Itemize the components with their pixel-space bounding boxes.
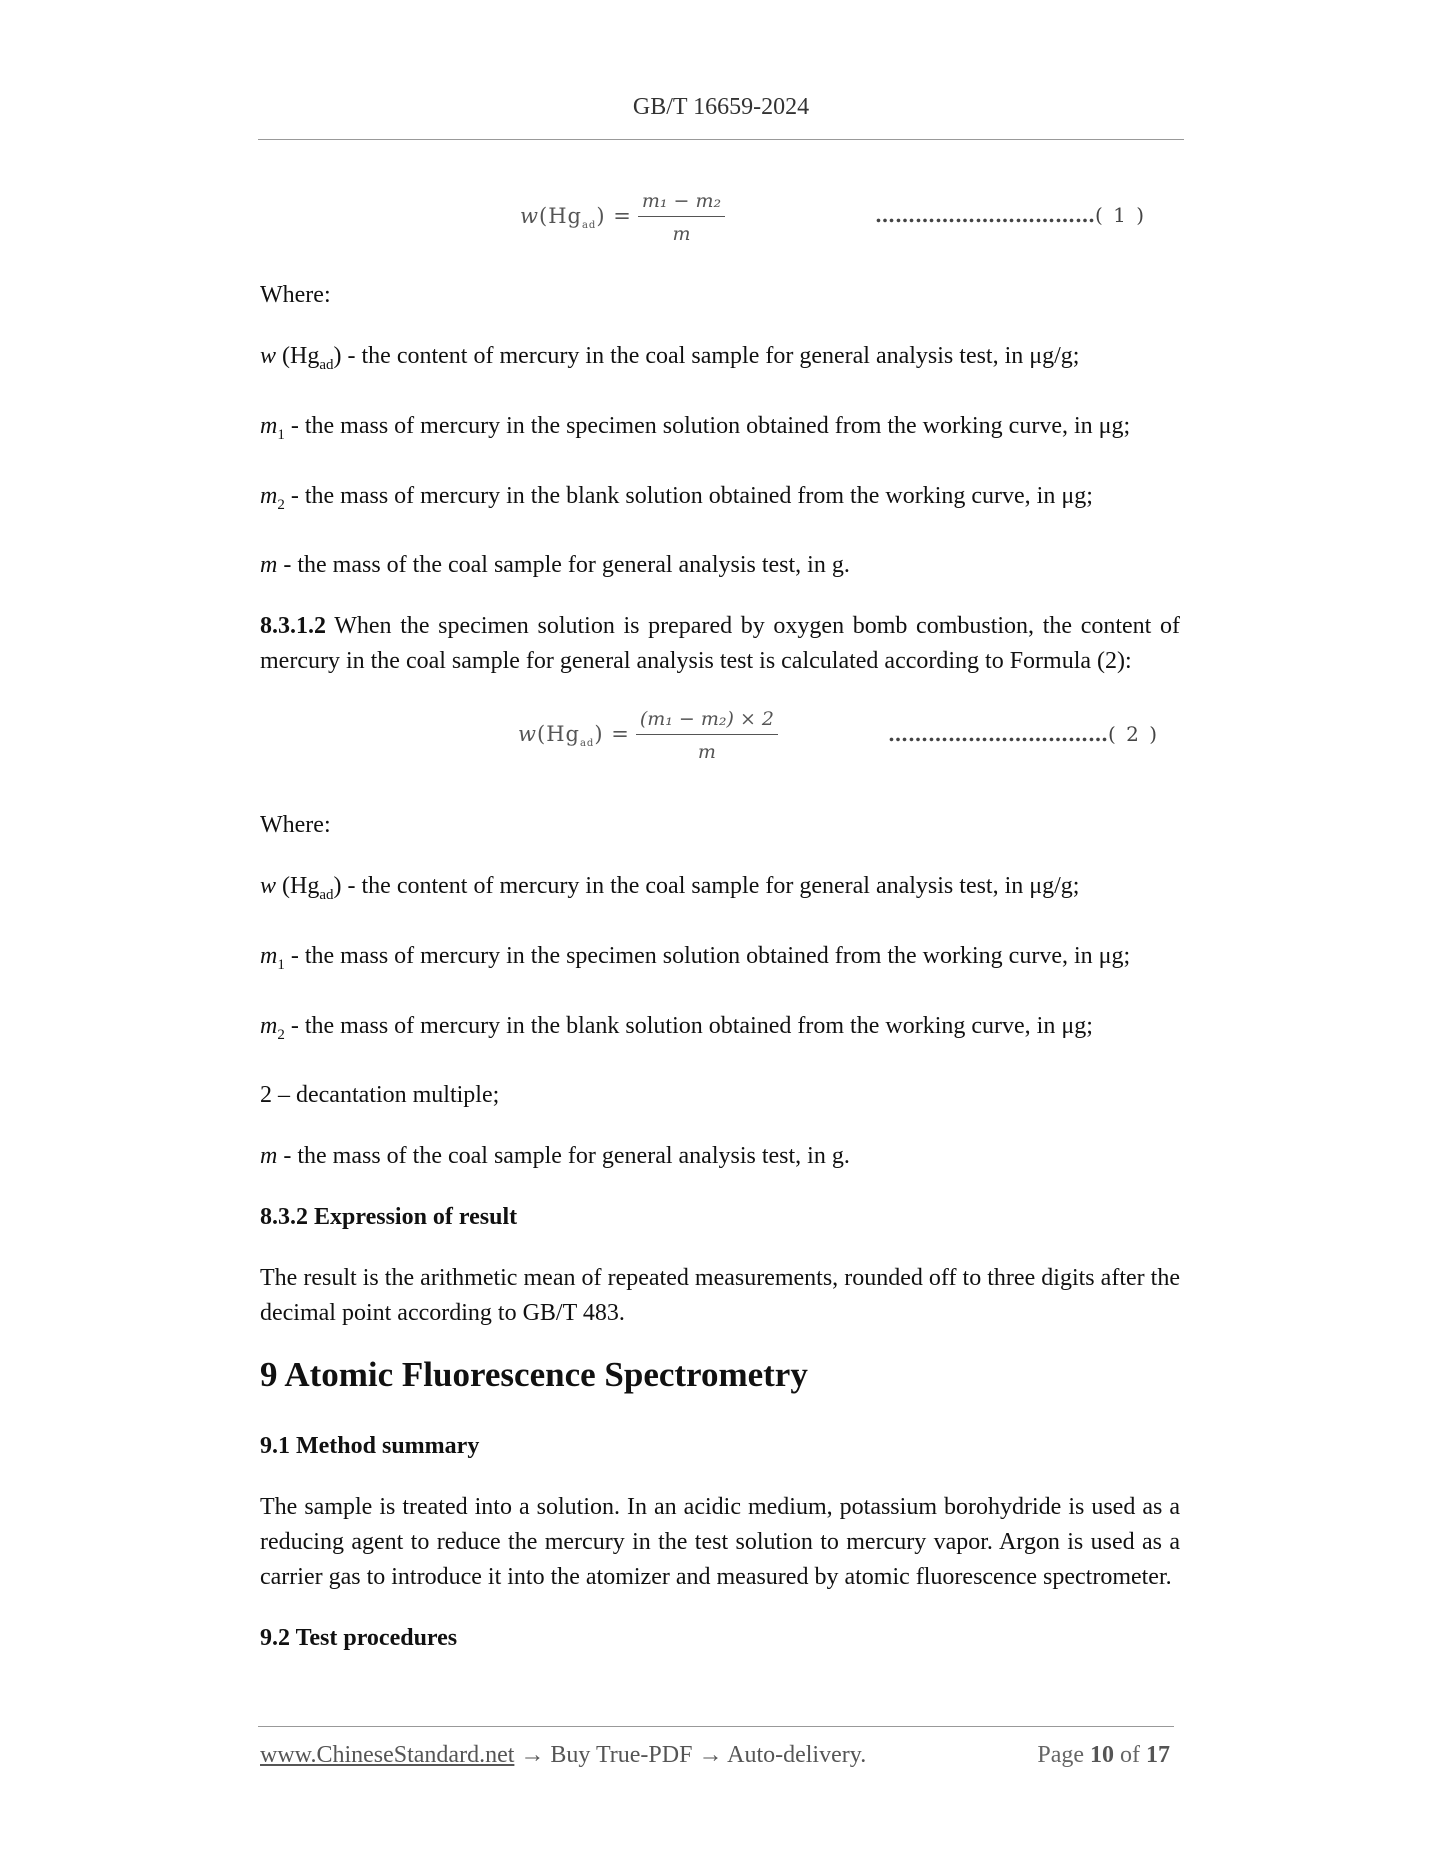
footer-divider (258, 1726, 1174, 1727)
formula-2-numerator: (m₁ − m₂) × 2 (636, 708, 778, 735)
clause-8-3-2-heading: 8.3.2 Expression of result (260, 1204, 518, 1231)
site-link[interactable]: www.ChineseStandard.net (260, 1742, 515, 1768)
formula-1 (520, 190, 725, 245)
definition-2: 2 – decantation multiple; (260, 1082, 500, 1109)
section-9-1-text: The sample is treated into a solution. In an acidic medium, potassium borohydride is used as a reducing agent to reduce the mercury in the test solution to mercury vapor. Argon is used as a carrier gas to introduce it into the atomizer and measured by atomic fluorescence spectrometer. (260, 1494, 1180, 1590)
where-label: Where: (260, 812, 331, 838)
formula-2-denominator: m (697, 741, 716, 763)
total-pages: 17 (1146, 1742, 1170, 1768)
definition-m: m - the mass of the coal sample for general analysis test, in g. (260, 552, 850, 579)
definition-w: w $(Hg_{ad})$ - the content of mercury in the coal sample for general analysis test, in μg/g; (260, 343, 1080, 373)
section-9 (260, 1355, 1180, 1656)
definition-m2: $m_2$ - the mass of mercury in the blank solution obtained from the working curve, in μg; (260, 1012, 1093, 1043)
section-9-1-heading: 9.1 Method summary (260, 1433, 480, 1459)
current-page: 10 (1090, 1742, 1114, 1768)
clause-8-3-1-2: 8.3.1.2 When the specimen solution is prepared by oxygen bomb combustion, the content of mercury in the coal sample for general analysis test is calculated according to Formula (2): (260, 613, 1180, 675)
footer-promo: www.ChineseStandard.net → Buy True-PDF → Auto-delivery. (260, 1742, 867, 1768)
section-9-2-heading: 9.2 Test procedures (260, 1625, 458, 1651)
definition-m1: $m_1$ - the mass of mercury in the specimen solution obtained from the working curve, in μg; (260, 412, 1131, 443)
clause-8-3-2-text: The result is the arithmetic mean of repeated measurements, rounded off to three digits after the decimal point according to GB/T 483. (260, 1265, 1180, 1327)
formula-2-lhs: $w(Hg_{ad})$ = (518, 721, 630, 750)
formula-2-number: ……………………………( 2 ) (888, 722, 1160, 746)
header-divider (258, 139, 1184, 140)
formula-1-number: ……………………………( 1 ) (875, 203, 1147, 227)
formula-1-lhs: $w(Hg_{ad})$ = (520, 203, 632, 232)
formula-1-fraction (638, 190, 725, 245)
formula-1-denominator: m (672, 223, 691, 245)
page-header: GB/T 16659-2024 (632, 94, 810, 120)
section-9-heading: 9 Atomic Fluorescence Spectrometry (260, 1355, 808, 1394)
definition-m: m - the mass of the coal sample for general analysis test, in g. (260, 1143, 850, 1170)
formula-1-numerator: m₁ − m₂ (638, 190, 725, 217)
formula-2 (518, 708, 778, 763)
formula-2-fraction (636, 708, 778, 763)
definition-m2: $m_2$ - the mass of mercury in the blank solution obtained from the working curve, in μg; (260, 482, 1093, 513)
definition-m1: $m_1$ - the mass of mercury in the specimen solution obtained from the working curve, in μg; (260, 942, 1131, 973)
definitions-a (260, 278, 1180, 679)
where-label: Where: (260, 282, 331, 308)
page-counter: Page 10 of 17 (1037, 1742, 1170, 1768)
definitions-b (260, 808, 1180, 1331)
definition-w: w $(Hg_{ad})$ - the content of mercury in the coal sample for general analysis test, in μg/g; (260, 873, 1080, 903)
